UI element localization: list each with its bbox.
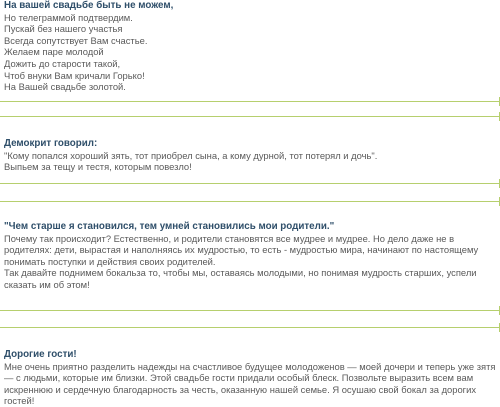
toast-paragraph: Мне очень приятно разделить надежды на счастливое будущее молодоженов — моей дочери и теперь уже зятя — с людьми, которые им близки. Этой свадьбе гости придали особый блеск. Позвольте выразить всем вам искреннюю и сердечную благодарность за честь, оказанную нашей семье. Я осушаю свой бокал за дорогих гостей! [4,360,496,407]
section-divider [0,310,500,311]
toast-paragraph: Так давайте поднимем бокальза то, чтобы мы, оставаясь молодыми, но понимая мудрость старших, успели сказать им об этом! [4,267,477,290]
toast-4 [4,349,498,407]
toast-line: Пускай без нашего участья [4,23,123,35]
section-divider [0,327,500,328]
toast-paragraph: Почему так происходит? Естественно, и родители становятся все мудрее и мудрее. Но дело даже не в родителях: дети, вырастая и наполняясь их мудростью, то есть - мудростью мира, начинают по настоящему понимать поступки и действия своих родителей. [4,232,479,267]
toast-2 [4,138,498,173]
section-divider [0,201,500,202]
toast-title: "Чем старше я становился, тем умней становились мои родители." [4,221,335,232]
section-divider [0,116,500,117]
section-divider [0,183,500,184]
toast-line: Выпьем за тещу и тестя, которым повезло! [4,161,192,173]
toast-title: Демокрит говорил: [4,138,98,149]
toast-1 [4,0,498,93]
toast-line: Чтоб внуки Вам кричали Горько! [4,69,145,81]
toast-line: Желаем паре молодой [4,46,104,58]
toast-line: Но телеграммой подтвердим. [4,11,133,23]
toast-3 [4,221,498,291]
toast-title: На вашей свадьбе быть не можем, [4,0,174,11]
toast-line: На Вашей свадьбе золотой. [4,81,126,93]
toast-title: Дорогие гости! [4,349,77,360]
toast-line: Дожить до старости такой, [4,57,121,69]
toast-line: "Кому попался хороший зять, тот приобрел сына, а кому дурной, тот потерял и дочь". [4,149,378,161]
section-divider [0,101,500,102]
toast-line: Всегда сопутствует Вам счастье. [4,34,148,46]
